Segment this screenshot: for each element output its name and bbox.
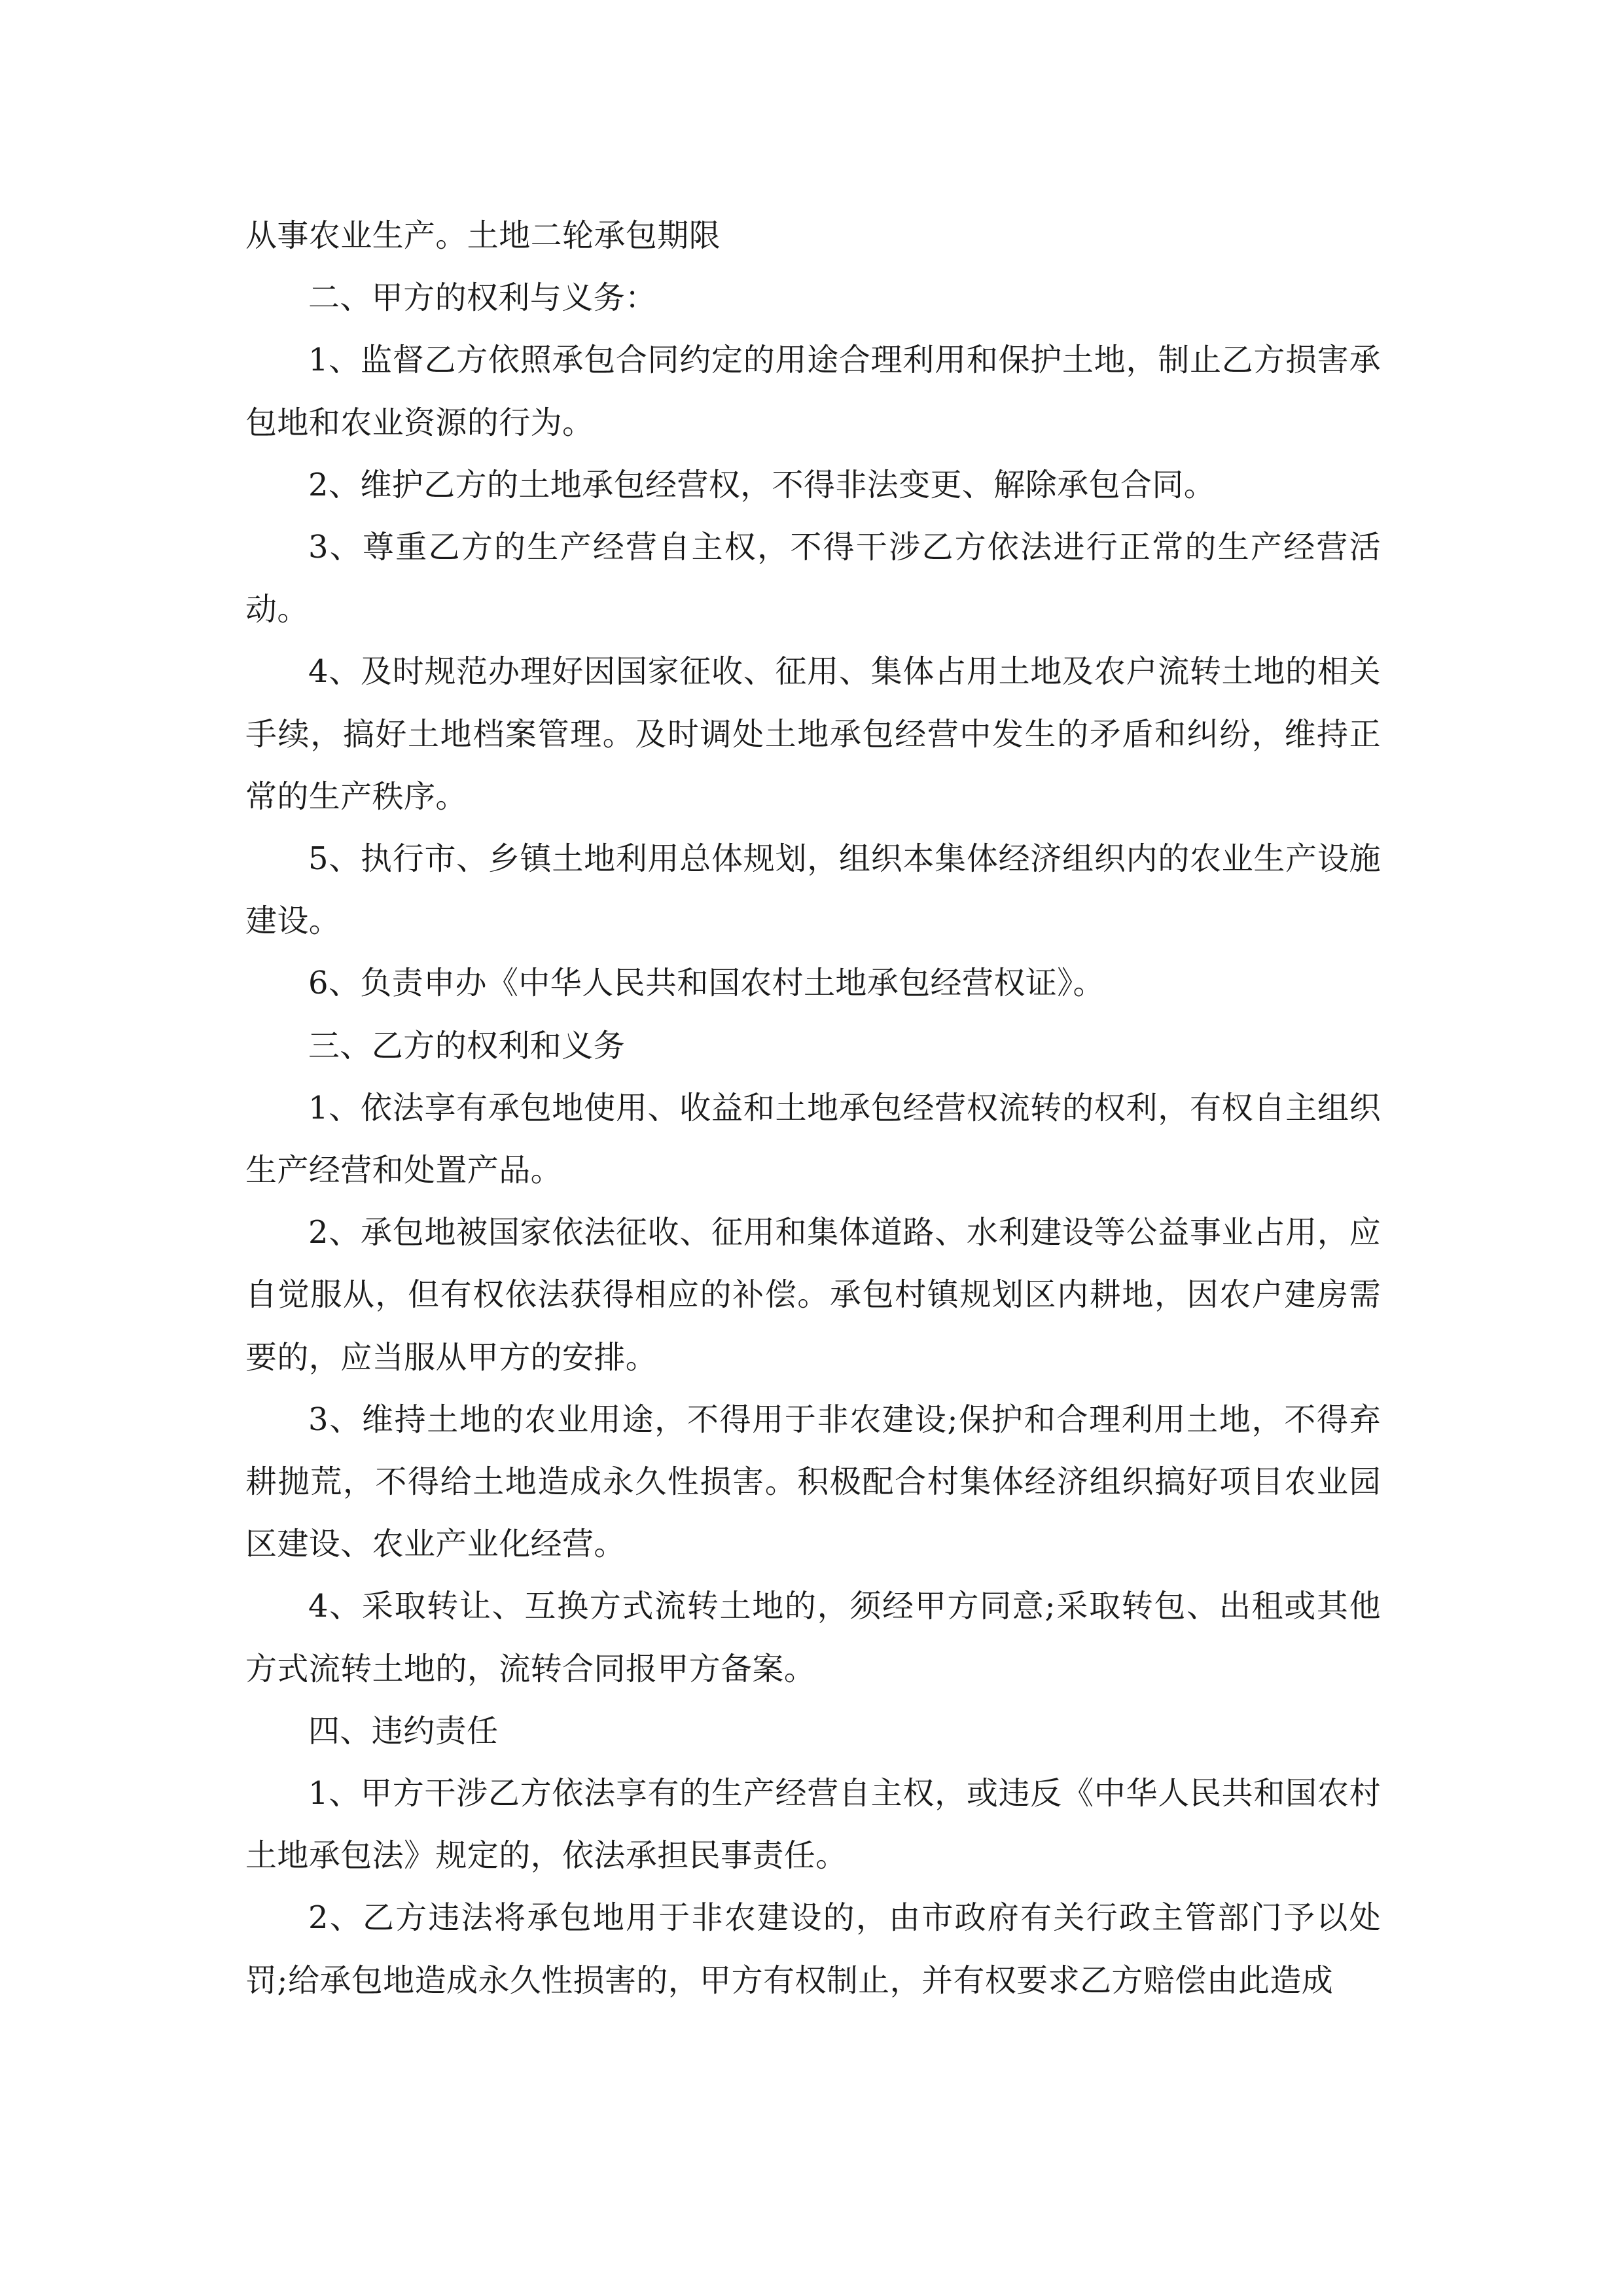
- heading-liability: 四、违约责任: [308, 1712, 499, 1749]
- paragraph-farming-term: 从事农业生产。土地二轮承包期限: [245, 217, 721, 254]
- paragraph-b2-expropriation: 2、承包地被国家依法征收、征用和集体道路、水利建设等公益事业占用，应自觉服从，但有权依法获得相应的补偿。承包村镇规划区内耕地，因农户建房需要的，应当服从甲方的安排。: [245, 1214, 1381, 1376]
- heading-party-b-rights: 三、乙方的权利和义务: [308, 1027, 626, 1064]
- paragraph-a1-supervise: 1、监督乙方依照承包合同约定的用途合理利用和保护土地，制止乙方损害承包地和农业资源的行为。: [245, 342, 1381, 441]
- paragraph-a4-procedures: 4、及时规范办理好因国家征收、征用、集体占用土地及农户流转土地的相关手续，搞好土地档案管理。及时调处土地承包经营中发生的矛盾和纠纷，维持正常的生产秩序。: [245, 653, 1381, 815]
- heading-party-a-rights: 二、甲方的权利与义务：: [308, 279, 657, 317]
- paragraph-l2-party-b-liability: 2、乙方违法将承包地用于非农建设的，由市政府有关行政主管部门予以处罚;给承包地造成永久性损害的，甲方有权制止，并有权要求乙方赔偿由此造成: [245, 1899, 1381, 1999]
- paragraph-b4-transfer: 4、采取转让、互换方式流转土地的，须经甲方同意;采取转包、出租或其他方式流转土地的，流转合同报甲方备案。: [245, 1588, 1381, 1687]
- paragraph-a2-protect-rights: 2、维护乙方的土地承包经营权，不得非法变更、解除承包合同。: [308, 466, 1216, 503]
- document-body: [245, 205, 1381, 2012]
- paragraph-b3-agricultural-use: 3、维持土地的农业用途，不得用于非农建设;保护和合理利用土地，不得弃耕抛荒，不得给土地造成永久性损害。积极配合村集体经济组织搞好项目农业园区建设、农业产业化经营。: [245, 1401, 1381, 1563]
- paragraph-a5-planning: 5、执行市、乡镇土地利用总体规划，组织本集体经济组织内的农业生产设施建设。: [245, 840, 1381, 940]
- paragraph-a3-respect-autonomy: 3、尊重乙方的生产经营自主权，不得干涉乙方依法进行正常的生产经营活动。: [245, 529, 1381, 628]
- paragraph-a6-certificate: 6、负责申办《中华人民共和国农村土地承包经营权证》。: [308, 965, 1105, 1002]
- paragraph-b1-usage-rights: 1、依法享有承包地使用、收益和土地承包经营权流转的权利，有权自主组织生产经营和处置产品。: [245, 1089, 1381, 1189]
- paragraph-l1-party-a-liability: 1、甲方干涉乙方依法享有的生产经营自主权，或违反《中华人民共和国农村土地承包法》规定的，依法承担民事责任。: [245, 1775, 1381, 1874]
